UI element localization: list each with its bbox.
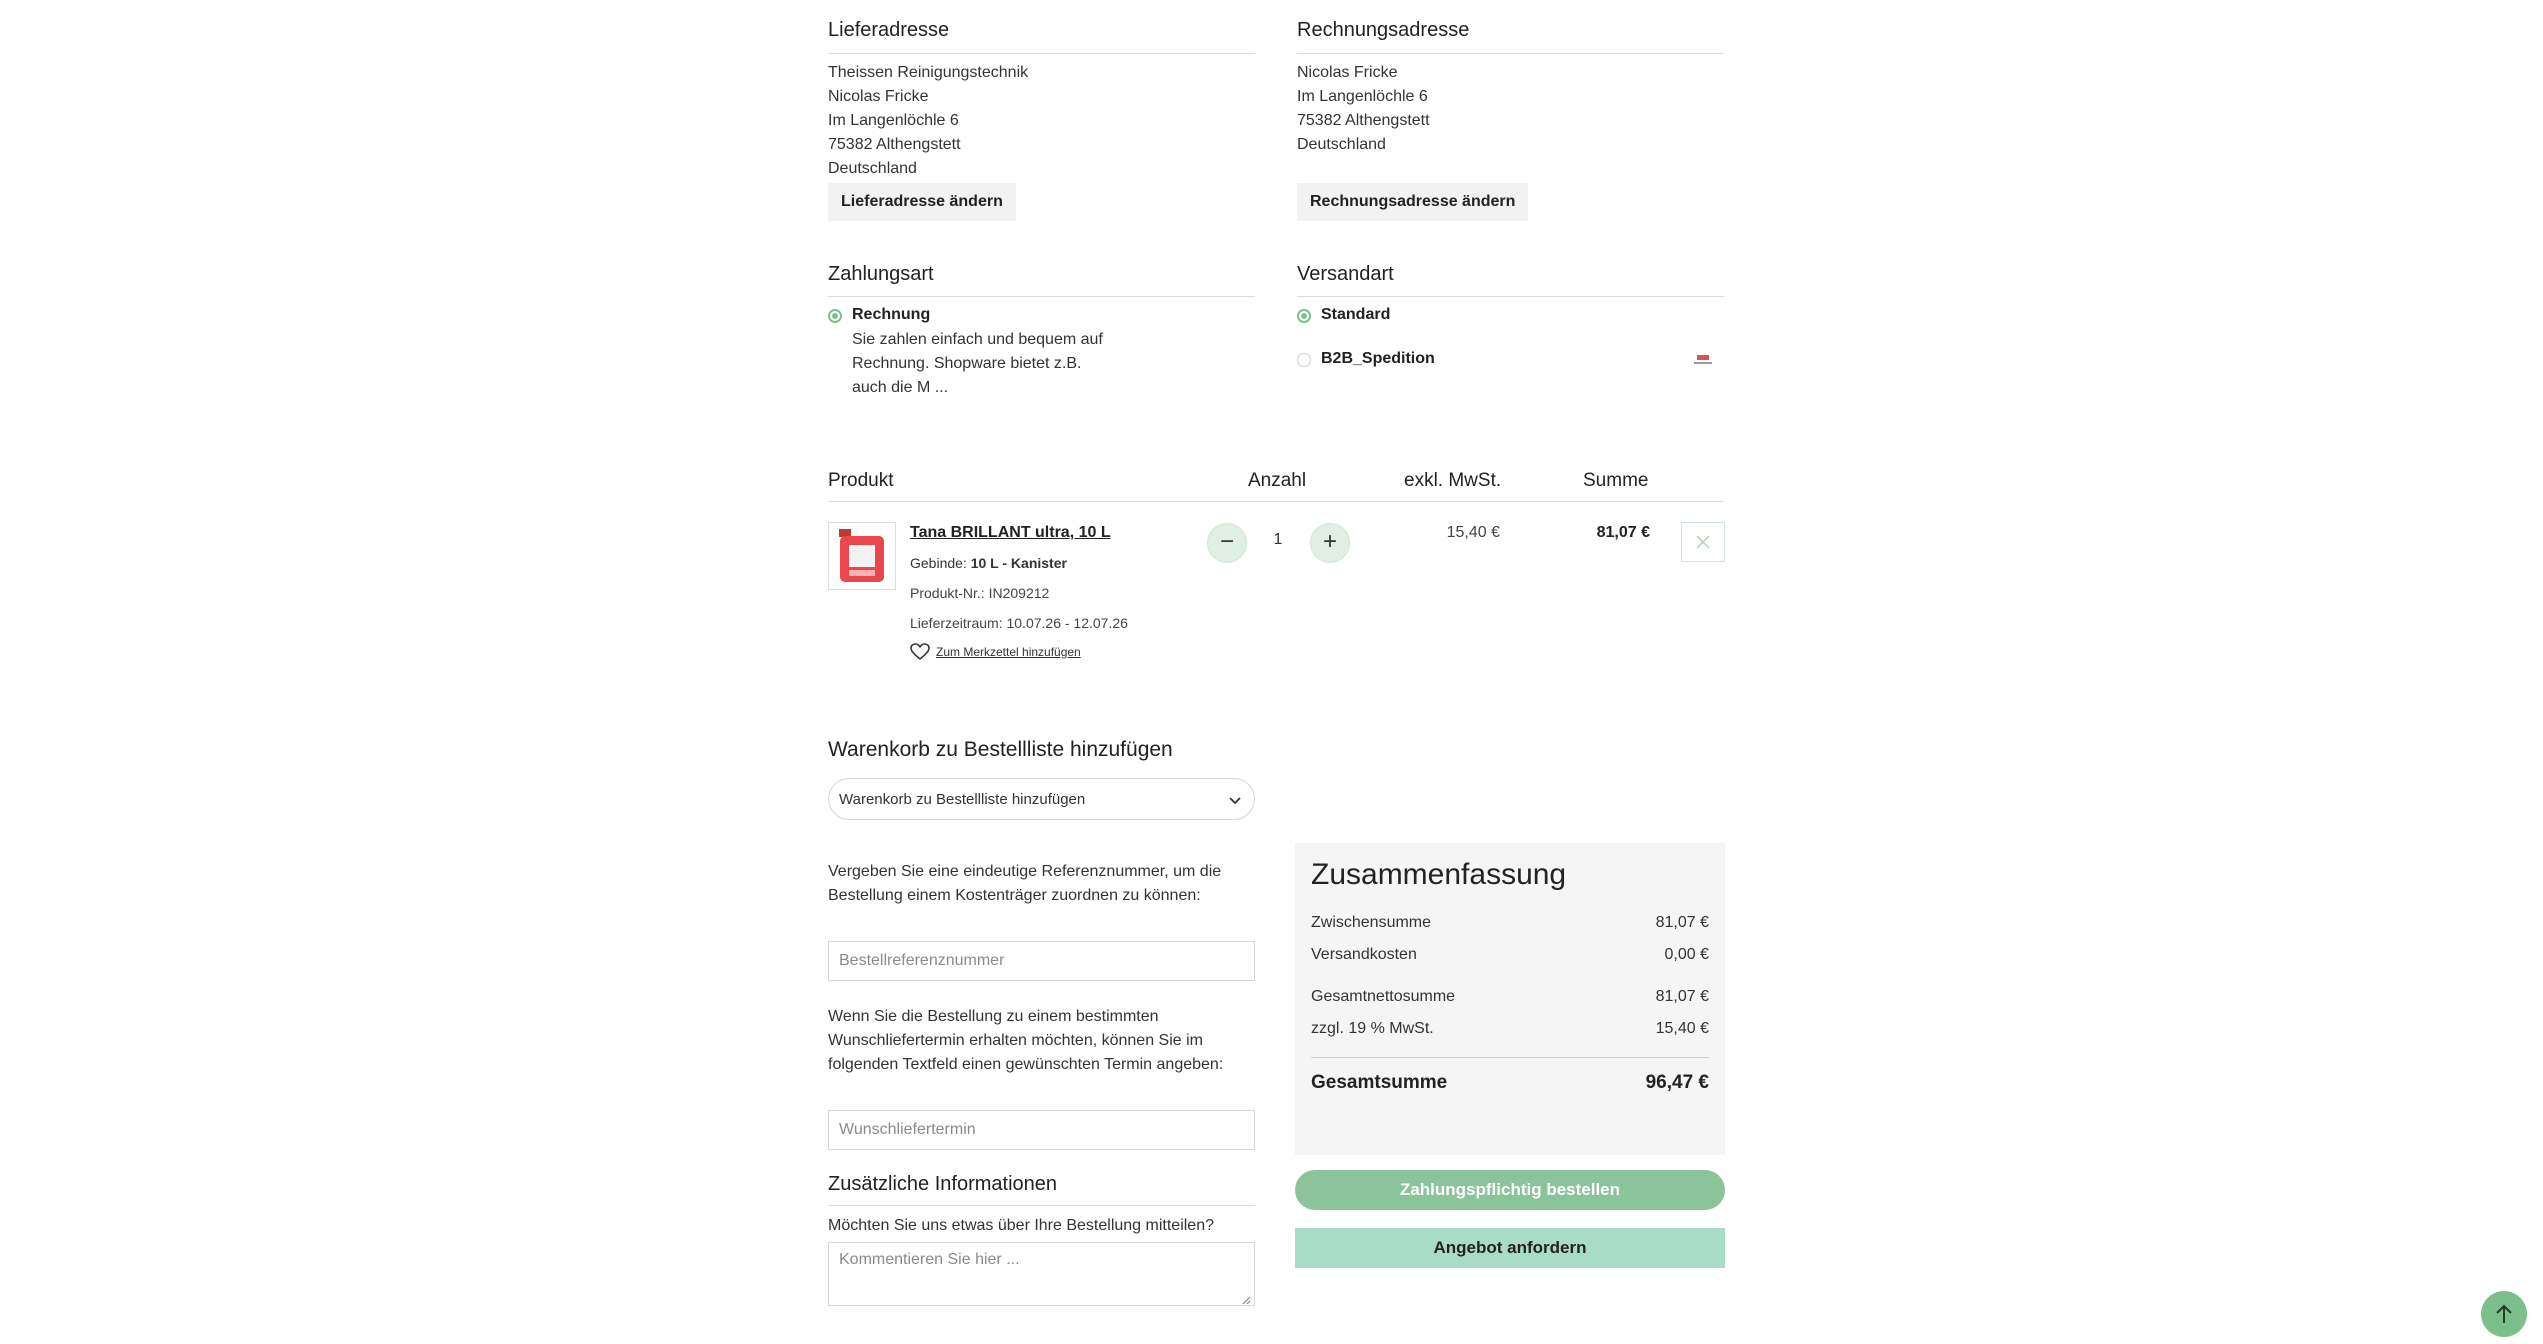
shipping-address-heading: Lieferadresse — [828, 19, 950, 41]
delivery-period: Lieferzeitraum: 10.07.26 - 12.07.26 — [910, 615, 1128, 631]
order-list-select-value: Warenkorb zu Bestellliste hinzufügen — [839, 790, 1086, 808]
heart-icon — [910, 643, 930, 661]
decrease-quantity-button[interactable]: − — [1207, 523, 1247, 563]
chevron-down-icon — [1228, 793, 1242, 807]
reference-input[interactable] — [828, 941, 1255, 981]
shipping-spedition-radio[interactable] — [1297, 353, 1311, 367]
divider — [828, 53, 1255, 54]
additional-info-question: Möchten Sie uns etwas über Ihre Bestellung mitteilen? — [828, 1217, 1214, 1234]
order-list-select[interactable] — [828, 778, 1255, 820]
payment-description-line: Sie zahlen einfach und bequem auf — [852, 331, 1103, 348]
change-billing-address-button[interactable]: Rechnungsadresse ändern — [1297, 183, 1528, 221]
summary-label: Versandkosten — [1311, 946, 1417, 963]
quantity-value[interactable]: 1 — [1273, 531, 1283, 548]
carrier-logo-icon — [1694, 353, 1712, 365]
variant-value: 10 L - Kanister — [970, 555, 1067, 571]
wishlist-label[interactable]: Zum Merkzettel hinzufügen — [936, 645, 1081, 659]
delivery-date-intro-line: Wenn Sie die Bestellung zu einem bestimmten — [828, 1008, 1159, 1025]
column-product: Produkt — [828, 470, 894, 491]
arrow-up-icon — [2494, 1303, 2514, 1325]
summary-label: Gesamtnettosumme — [1311, 988, 1456, 1005]
address-line: Nicolas Fricke — [1297, 64, 1398, 81]
billing-address-heading: Rechnungsadresse — [1297, 19, 1470, 41]
request-quote-button[interactable]: Angebot anfordern — [1295, 1228, 1725, 1268]
wishlist-link[interactable] — [910, 643, 1081, 661]
shipping-option-label[interactable]: B2B_Spedition — [1321, 350, 1435, 367]
divider — [828, 501, 1724, 502]
address-line: Im Langenlöchle 6 — [828, 112, 959, 129]
summary-value: 15,40 € — [1655, 1020, 1709, 1037]
product-name-link[interactable]: Tana BRILLANT ultra, 10 L — [910, 524, 1111, 541]
reference-intro — [828, 860, 1221, 908]
summary-value: 0,00 € — [1664, 946, 1709, 963]
variant-label: Gebinde: — [910, 555, 967, 571]
resize-handle-icon[interactable] — [1241, 1292, 1251, 1302]
divider — [1297, 53, 1724, 54]
address-line: 75382 Althengstett — [828, 136, 961, 153]
increase-quantity-button[interactable]: + — [1310, 523, 1350, 563]
shipping-address-block — [828, 61, 1028, 181]
product-number: Produkt-Nr.: IN209212 — [910, 585, 1050, 601]
reference-placeholder: Bestellreferenznummer — [839, 952, 1005, 969]
remove-item-button[interactable] — [1681, 522, 1725, 562]
summary-label: Zwischensumme — [1311, 914, 1432, 931]
line-total: 81,07 € — [1596, 524, 1650, 541]
payment-description — [852, 328, 1103, 400]
payment-option-label[interactable]: Rechnung — [852, 306, 931, 323]
column-total: Summe — [1583, 470, 1649, 491]
comment-textarea[interactable] — [828, 1242, 1255, 1306]
summary-heading: Zusammenfassung — [1311, 858, 1567, 891]
address-line: Nicolas Fricke — [828, 88, 929, 105]
shipping-standard-radio[interactable] — [1297, 309, 1311, 323]
divider — [1311, 1057, 1709, 1058]
scroll-to-top-button[interactable] — [2481, 1291, 2527, 1337]
divider — [828, 1205, 1255, 1206]
divider — [828, 296, 1255, 297]
reference-intro-line: Bestellung einem Kostenträger zuordnen zu können: — [828, 887, 1201, 904]
payment-description-line: Rechnung. Shopware bietet z.B. — [852, 355, 1082, 372]
address-line: Im Langenlöchle 6 — [1297, 88, 1428, 105]
product-variant — [910, 555, 1067, 571]
summary-value: 81,07 € — [1655, 914, 1709, 931]
column-quantity: Anzahl — [1248, 470, 1307, 491]
payment-heading: Zahlungsart — [828, 263, 934, 285]
delivery-date-placeholder: Wunschliefertermin — [839, 1121, 976, 1138]
address-line: 75382 Althengstett — [1297, 112, 1430, 129]
payment-invoice-radio[interactable] — [828, 309, 842, 323]
delivery-date-intro-line: folgenden Textfeld einen gewünschten Termin angeben: — [828, 1056, 1224, 1073]
address-line: Deutschland — [1297, 136, 1386, 153]
net-price: 15,40 € — [1446, 524, 1500, 541]
summary-total-value: 96,47 € — [1645, 1072, 1709, 1093]
summary-total-label: Gesamtsumme — [1311, 1072, 1448, 1093]
column-net-price: exkl. MwSt. — [1404, 470, 1502, 491]
change-shipping-address-button[interactable]: Lieferadresse ändern — [828, 183, 1016, 221]
summary-value: 81,07 € — [1655, 988, 1709, 1005]
delivery-date-intro-line: Wunschliefertermin erhalten möchten, können Sie im — [828, 1032, 1203, 1049]
close-icon — [1695, 534, 1711, 550]
shipping-option-label[interactable]: Standard — [1321, 306, 1391, 323]
shipping-method-heading: Versandart — [1297, 263, 1394, 285]
order-list-heading: Warenkorb zu Bestellliste hinzufügen — [828, 738, 1173, 761]
address-line: Theissen Reinigungstechnik — [828, 64, 1029, 81]
product-image[interactable] — [828, 522, 896, 590]
summary-label: zzgl. 19 % MwSt. — [1311, 1020, 1434, 1037]
divider — [1297, 296, 1724, 297]
reference-intro-line: Vergeben Sie eine eindeutige Referenznummer, um die — [828, 863, 1222, 880]
billing-address-block — [1297, 61, 1430, 157]
delivery-date-input[interactable] — [828, 1110, 1255, 1150]
delivery-date-intro — [828, 1005, 1223, 1077]
additional-info-heading: Zusätzliche Informationen — [828, 1173, 1058, 1195]
address-line: Deutschland — [828, 160, 917, 177]
payment-description-line: auch die M ... — [852, 379, 949, 396]
comment-placeholder: Kommentieren Sie hier ... — [839, 1251, 1020, 1268]
place-order-button[interactable]: Zahlungspflichtig bestellen — [1295, 1170, 1725, 1210]
